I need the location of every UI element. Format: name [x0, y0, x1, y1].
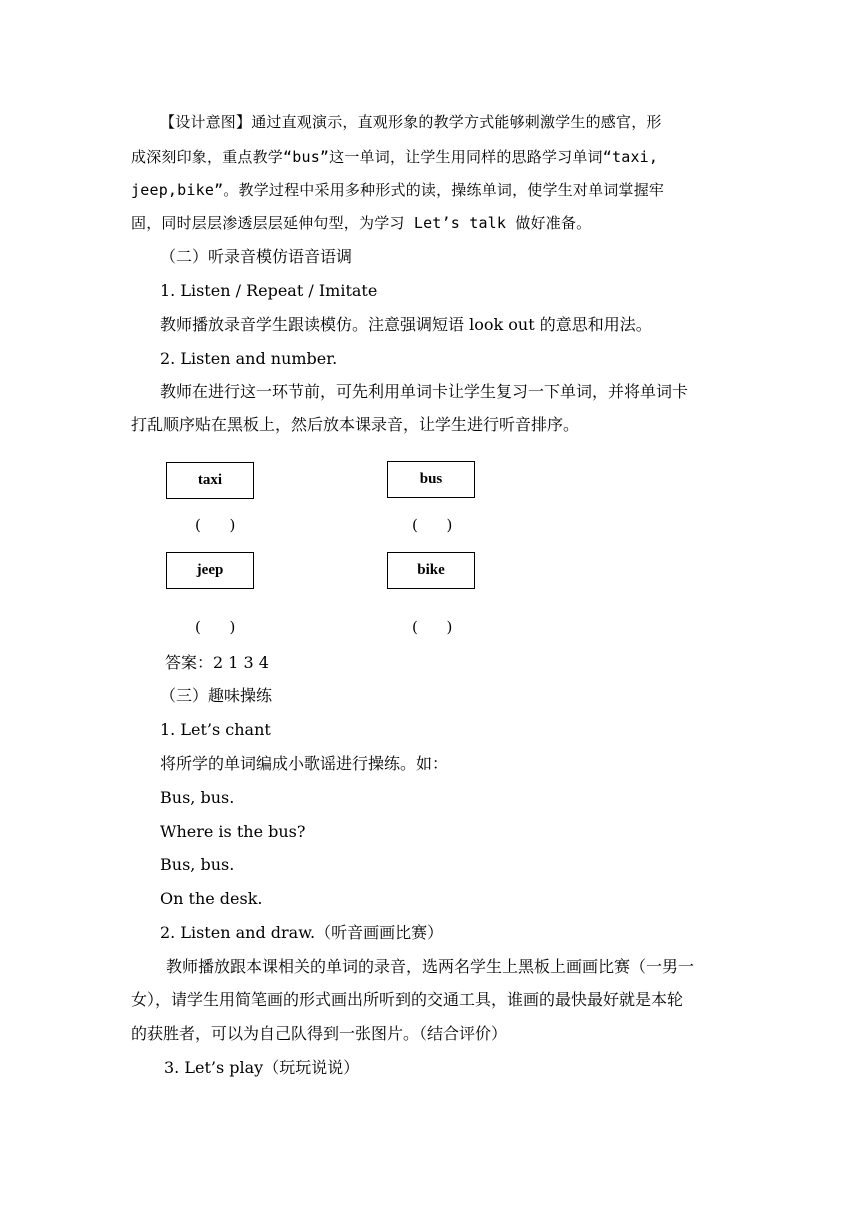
chant-line-4: On the desk.: [160, 889, 263, 908]
section-2-item-2-desc-line-1: 教师在进行这一环节前，可先利用单词卡让学生复习一下单词，并将单词卡: [160, 382, 689, 401]
chant-line-1: Bus, bus.: [160, 788, 235, 807]
section-3-item-1: 1. Let’s chant: [160, 720, 271, 739]
design-intent-line-1: 【设计意图】通过直观演示，直观形象的教学方式能够刺激学生的感官，形: [160, 113, 662, 131]
section-2-heading: （二）听录音模仿语音语调: [160, 247, 353, 266]
section-2-item-2: 2. Listen and number.: [160, 349, 338, 368]
section-3-item-3: 3. Let’s play（玩玩说说）: [164, 1058, 360, 1077]
section-3-item-1-desc: 将所学的单词编成小歌谣进行操练。如：: [160, 754, 449, 773]
section-2-item-2-desc-line-2: 打乱顺序贴在黑板上，然后放本课录音，让学生进行听音排序。: [131, 415, 580, 434]
chant-line-3: Bus, bus.: [160, 855, 235, 874]
answer-blank-taxi: ( ): [195, 516, 236, 534]
word-card-taxi: taxi: [166, 462, 254, 499]
section-3-item-2-desc-line-2: 女），请学生用简笔画的形式画出所听到的交通工具，谁画的最快最好就是本轮: [131, 990, 684, 1009]
section-3-item-2: 2. Listen and draw.（听音画画比赛）: [160, 923, 444, 942]
word-card-bike: bike: [387, 552, 475, 589]
answer-blank-bike: ( ): [412, 618, 453, 636]
section-3-heading: （三）趣味操练: [160, 686, 273, 705]
word-card-jeep: jeep: [166, 552, 254, 589]
answer-blank-jeep: ( ): [195, 618, 236, 636]
section-2-item-1: 1. Listen / Repeat / Imitate: [160, 281, 378, 300]
answer-key: 答案：2 1 3 4: [165, 653, 269, 672]
chant-line-2: Where is the bus?: [160, 822, 306, 841]
design-intent-line-3: jeep,bike”。教学过程中采用多种形式的读，操练单词，使学生对单词掌握牢: [131, 181, 665, 199]
design-intent-line-2: 成深刻印象，重点教学“bus”这一单词，让学生用同样的思路学习单词“taxi,: [131, 148, 659, 166]
answer-blank-bus: ( ): [412, 516, 453, 534]
section-2-item-1-desc: 教师播放录音学生跟读模仿。注意强调短语 look out 的意思和用法。: [160, 315, 652, 334]
word-card-bus: bus: [387, 461, 475, 498]
section-3-item-2-desc-line-3: 的获胜者，可以为自己队得到一张图片。（结合评价）: [131, 1024, 508, 1043]
design-intent-line-4: 固，同时层层渗透层层延伸句型，为学习 Let’s talk 做好准备。: [131, 214, 592, 232]
section-3-item-2-desc-line-1: 教师播放跟本课相关的单词的录音，选两名学生上黑板上画画比赛（一男一: [166, 957, 695, 976]
